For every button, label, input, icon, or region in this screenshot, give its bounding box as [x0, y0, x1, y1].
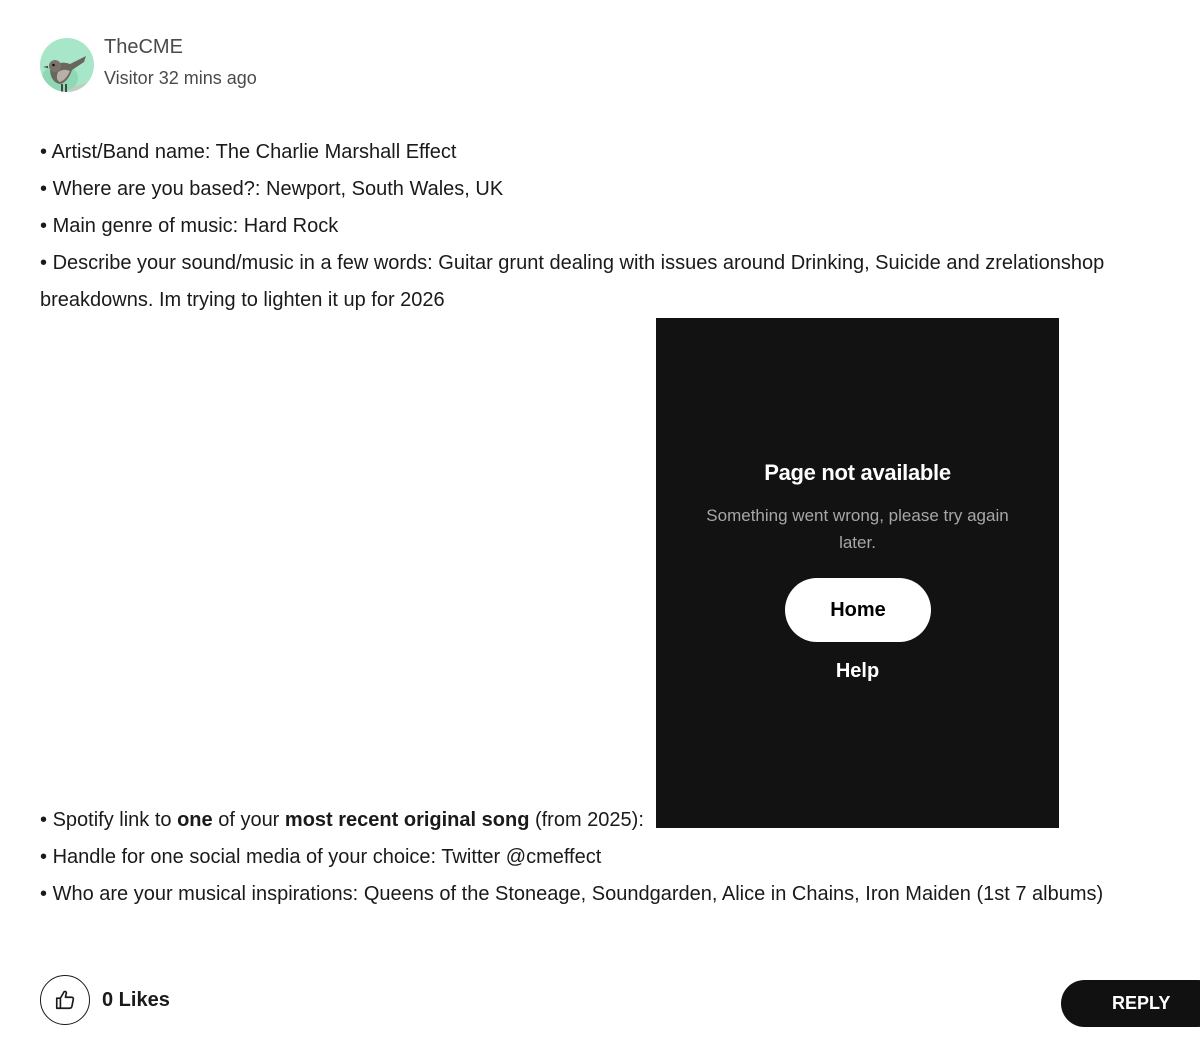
- post-body-top: [40, 134, 1160, 319]
- spotify-bold-song: most recent original song: [284, 809, 530, 831]
- answer-label: Handle for one social media of your choice:: [52, 846, 437, 868]
- answer-label: Artist/Band name:: [51, 141, 211, 163]
- author-name[interactable]: TheCME: [104, 36, 183, 58]
- spotify-suffix: (from 2025):: [534, 809, 644, 831]
- spotify-line: • Spotify link to one of your most recent original song (from 2025):: [40, 809, 644, 831]
- user-meta: [104, 38, 257, 89]
- embed-message: Something went wrong, please try again later.: [706, 506, 1009, 552]
- embed-title: Page not available: [764, 460, 951, 485]
- likes-area: [40, 975, 170, 1025]
- answer-line: • Artist/Band name: The Charlie Marshall Effect: [40, 141, 457, 163]
- likes-count: 0 Likes: [102, 988, 170, 1011]
- answer-label: Describe your sound/music in a few words:: [52, 252, 433, 274]
- avatar[interactable]: [40, 38, 94, 92]
- answer-line: • Handle for one social media of your choice: Twitter @cmeffect: [40, 846, 602, 868]
- spotify-prefix: Spotify link to: [52, 809, 172, 831]
- post-author-header: [40, 38, 257, 92]
- answer-label: Who are your musical inspirations:: [52, 883, 359, 905]
- thumbs-up-icon: [54, 989, 76, 1011]
- answer-label: Main genre of music:: [52, 215, 239, 237]
- answer-line: • Main genre of music: Hard Rock: [40, 215, 339, 237]
- like-button[interactable]: [40, 975, 90, 1025]
- answer-value: Twitter @cmeffect: [441, 846, 602, 868]
- answer-label: Where are you based?:: [52, 178, 261, 200]
- answer-line: • Who are your musical inspirations: Queens of the Stoneage, Soundgarden, Alice in Chains, Iron Maiden (1st 7 albums): [40, 883, 1104, 905]
- answer-value: Hard Rock: [243, 215, 339, 237]
- home-button[interactable]: Home: [785, 578, 931, 642]
- answer-value: Queens of the Stoneage, Soundgarden, Alice in Chains, Iron Maiden (1st 7 albums): [363, 883, 1104, 905]
- spotify-middle: of your: [218, 809, 280, 831]
- answer-value: Newport, South Wales, UK: [266, 178, 504, 200]
- help-link[interactable]: Help: [835, 660, 880, 682]
- author-rank: Visitor: [104, 68, 154, 88]
- answer-line: • Where are you based?: Newport, South Wales, UK: [40, 178, 504, 200]
- reply-button[interactable]: REPLY: [1061, 980, 1200, 1027]
- answer-value: The Charlie Marshall Effect: [215, 141, 457, 163]
- post-body-bottom: [40, 802, 1160, 913]
- author-subline: [104, 67, 257, 89]
- spotify-embed: [656, 318, 1059, 828]
- post-time: 32 mins ago: [158, 68, 257, 88]
- answer-line: • Describe your sound/music in a few words: Guitar grunt dealing with issues around Drinking, Suicide and zrelationshop breakdowns. Im trying to lighten it up for 2026: [40, 252, 1105, 311]
- spotify-bold-one: one: [177, 809, 213, 831]
- bird-avatar-icon: [40, 38, 94, 92]
- answer-value: Guitar grunt dealing with issues around Drinking, Suicide and zrelationshop breakdowns. Im trying to lighten it up for 2026: [40, 252, 1105, 311]
